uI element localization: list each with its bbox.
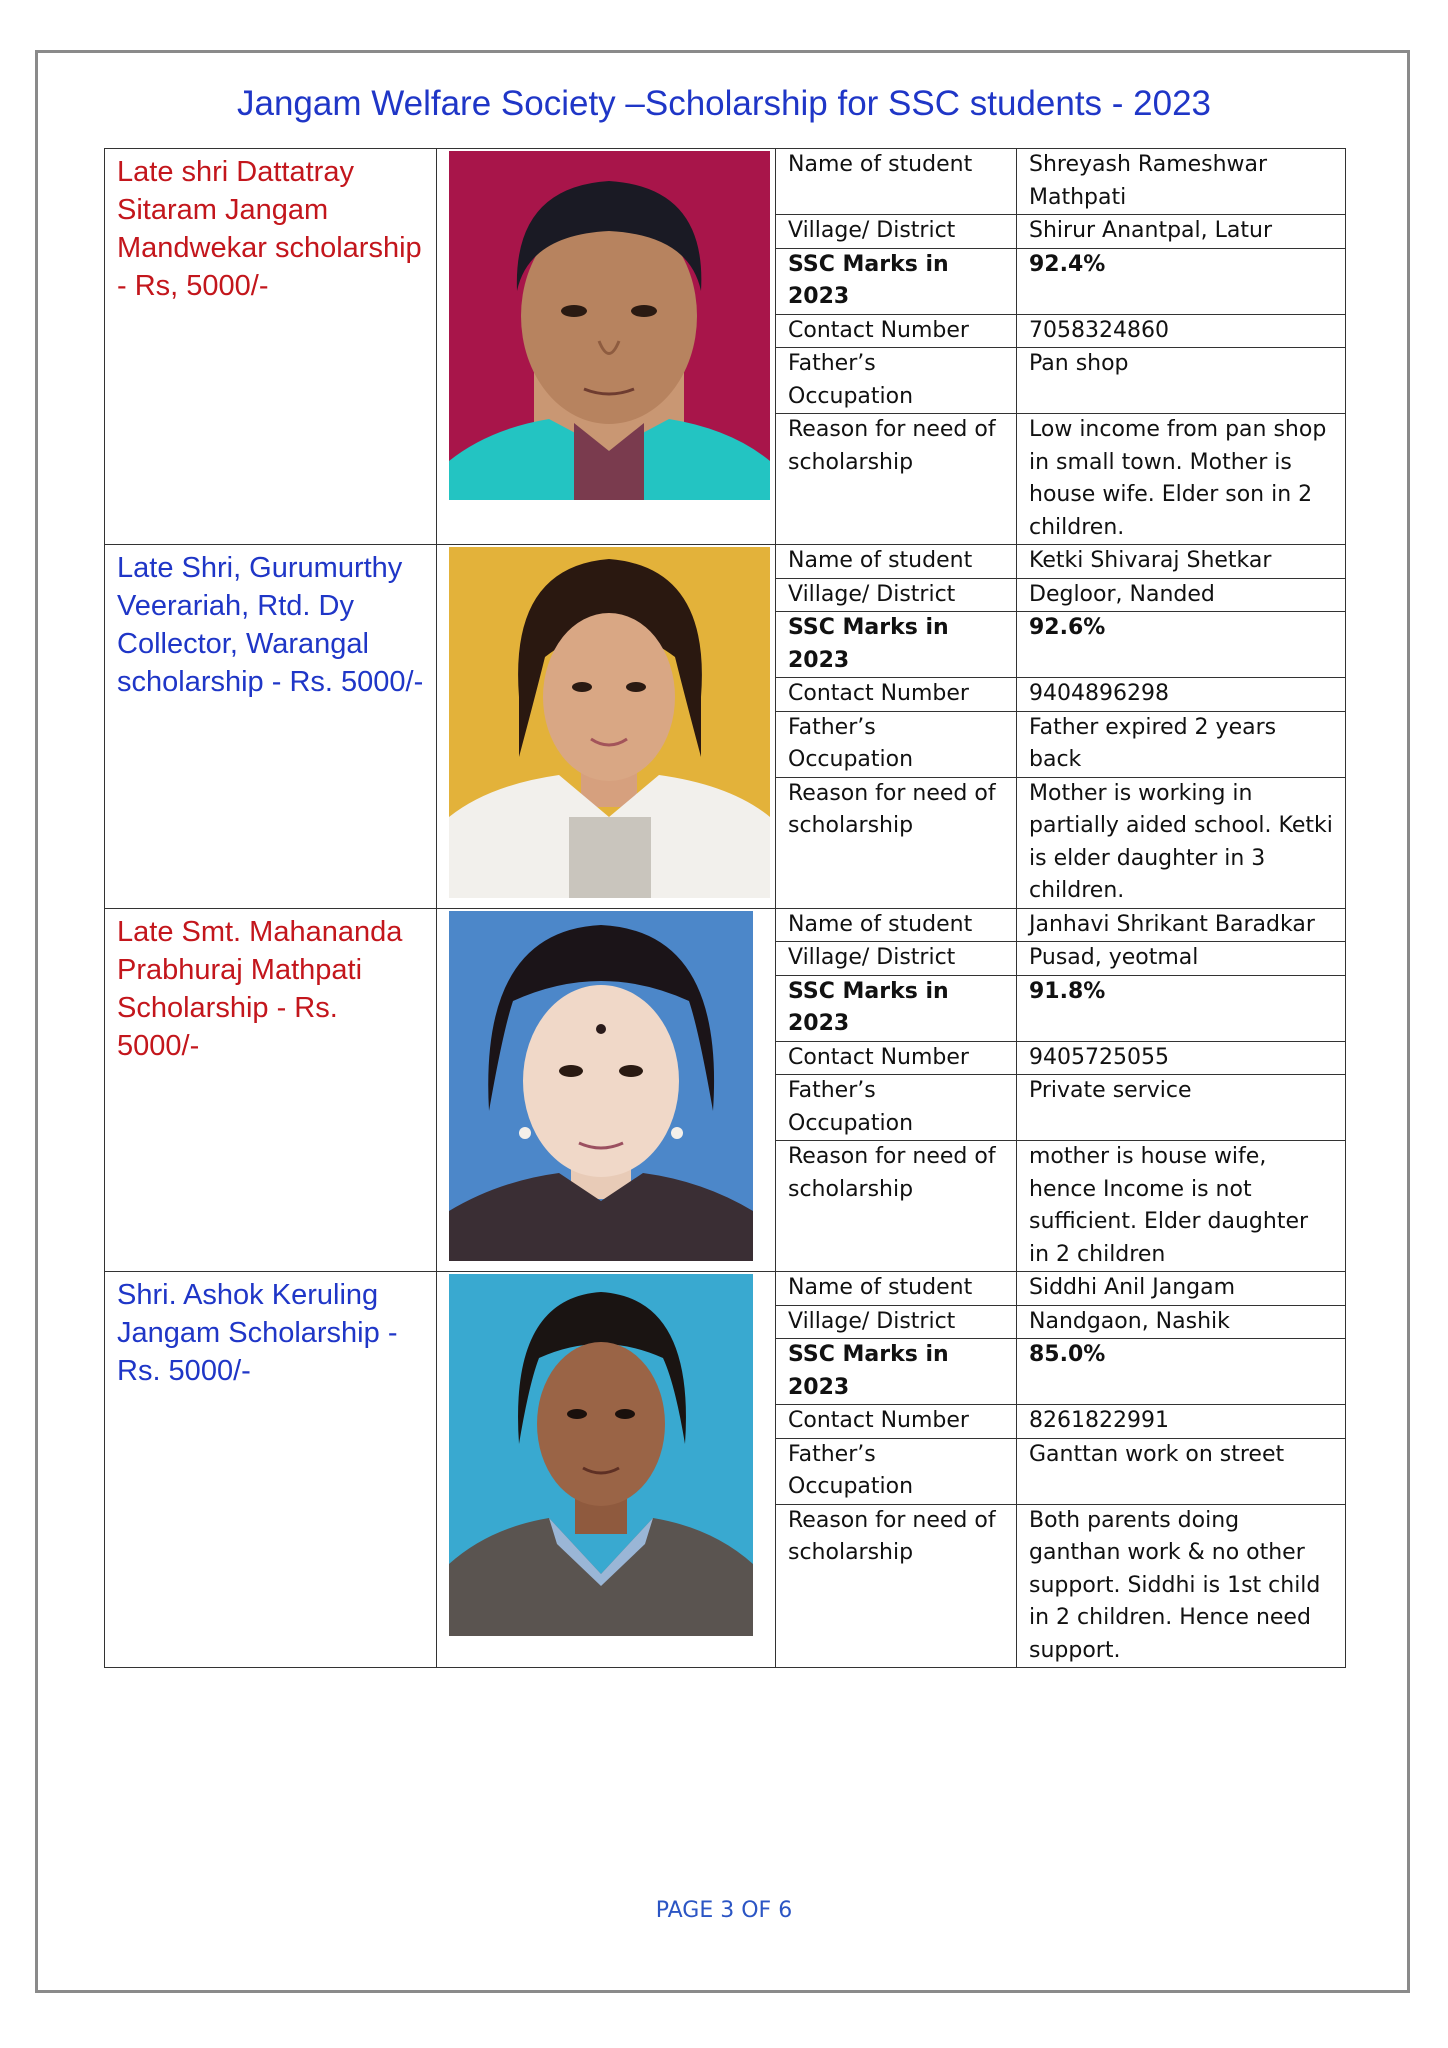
- reason: Low income from pan shop in small town. Mother is house wife. Elder son in 2 children.: [1029, 417, 1327, 540]
- label-name: Name of student: [776, 909, 1017, 942]
- page-number: PAGE 3 OF 6: [655, 1898, 793, 1923]
- village-district: Degloor, Nanded: [1017, 578, 1346, 612]
- info-cell: [776, 149, 1346, 545]
- label-name: Name of student: [776, 1272, 1017, 1305]
- label-name: Name of student: [776, 149, 1017, 215]
- scholarship-cell: [105, 545, 437, 909]
- label-marks: SSC Marks in 2023: [776, 975, 1017, 1041]
- ssc-marks: 91.8%: [1017, 975, 1346, 1041]
- contact-number: 9404896298: [1017, 678, 1346, 712]
- label-contact: Contact Number: [776, 1405, 1017, 1439]
- document-title: Jangam Welfare Society –Scholarship for SSC students - 2023: [236, 84, 1212, 123]
- student-info: [776, 545, 1345, 908]
- student-info: [776, 1272, 1345, 1667]
- student-name: Siddhi Anil Jangam: [1017, 1272, 1346, 1305]
- student-name: Shreyash Rameshwar Mathpati: [1017, 149, 1346, 215]
- label-contact: Contact Number: [776, 678, 1017, 712]
- scholarship-row: [105, 1272, 1346, 1668]
- photo-cell: [437, 149, 776, 545]
- label-reason: Reason for need of scholarship: [776, 1504, 1017, 1667]
- reason: mother is house wife, hence Income is not sufficient. Elder daughter in 2 children: [1029, 1144, 1309, 1267]
- label-reason: Reason for need of scholarship: [776, 414, 1017, 545]
- label-village: Village/ District: [776, 1305, 1017, 1339]
- scholarship-name: Late Smt. Mahananda Prabhuraj Mathpati Scholarship - Rs. 5000/-: [117, 915, 403, 1062]
- scholarship-cell: [105, 908, 437, 1272]
- father-occupation: Father expired 2 years back: [1017, 711, 1346, 777]
- label-father: Father’s Occupation: [776, 1438, 1017, 1504]
- label-village: Village/ District: [776, 215, 1017, 249]
- label-name: Name of student: [776, 545, 1017, 578]
- student-photo: [449, 547, 775, 898]
- label-contact: Contact Number: [776, 1041, 1017, 1075]
- student-info: [776, 909, 1345, 1272]
- scholarship-name: Late Shri, Gurumurthy Veerariah, Rtd. Dy Collector, Warangal scholarship - Rs. 5000/-: [117, 552, 424, 698]
- village-district: Shirur Anantpal, Latur: [1017, 215, 1346, 249]
- student-name: Janhavi Shrikant Baradkar: [1017, 909, 1346, 942]
- photo-cell: [437, 908, 776, 1272]
- contact-number: 9405725055: [1017, 1041, 1346, 1075]
- student-photo: [449, 151, 775, 500]
- student-photo: [449, 1274, 775, 1636]
- ssc-marks: 85.0%: [1017, 1339, 1346, 1405]
- scholarship-row: [105, 908, 1346, 1272]
- village-district: Nandgaon, Nashik: [1017, 1305, 1346, 1339]
- label-father: Father’s Occupation: [776, 1075, 1017, 1141]
- photo-cell: [437, 545, 776, 909]
- reason: Mother is working in partially aided school. Ketki is elder daughter in 3 children.: [1029, 780, 1333, 903]
- father-occupation: Pan shop: [1017, 348, 1346, 414]
- scholarship-cell: [105, 149, 437, 545]
- scholarship-row: [105, 149, 1346, 545]
- label-marks: SSC Marks in 2023: [776, 248, 1017, 314]
- contact-number: 7058324860: [1017, 314, 1346, 348]
- father-occupation: Private service: [1017, 1075, 1346, 1141]
- scholarship-name: Shri. Ashok Keruling Jangam Scholarship - Rs. 5000/-: [117, 1279, 398, 1387]
- label-village: Village/ District: [776, 578, 1017, 612]
- label-reason: Reason for need of scholarship: [776, 777, 1017, 908]
- info-cell: [776, 545, 1346, 909]
- scholarship-table: [104, 148, 1346, 1668]
- scholarship-cell: [105, 1272, 437, 1668]
- ssc-marks: 92.4%: [1017, 248, 1346, 314]
- label-father: Father’s Occupation: [776, 711, 1017, 777]
- village-district: Pusad, yeotmal: [1017, 942, 1346, 976]
- info-cell: [776, 908, 1346, 1272]
- student-info: [776, 149, 1345, 544]
- reason: Both parents doing ganthan work & no other support. Siddhi is 1st child in 2 children. Hence need support.: [1029, 1507, 1321, 1663]
- label-father: Father’s Occupation: [776, 348, 1017, 414]
- photo-cell: [437, 1272, 776, 1668]
- student-photo: [449, 911, 775, 1261]
- label-village: Village/ District: [776, 942, 1017, 976]
- contact-number: 8261822991: [1017, 1405, 1346, 1439]
- label-marks: SSC Marks in 2023: [776, 1339, 1017, 1405]
- label-marks: SSC Marks in 2023: [776, 612, 1017, 678]
- label-contact: Contact Number: [776, 314, 1017, 348]
- father-occupation: Ganttan work on street: [1017, 1438, 1346, 1504]
- label-reason: Reason for need of scholarship: [776, 1141, 1017, 1272]
- ssc-marks: 92.6%: [1017, 612, 1346, 678]
- student-name: Ketki Shivaraj Shetkar: [1017, 545, 1346, 578]
- scholarship-name: Late shri Dattatray Sitaram Jangam Mandwekar scholarship - Rs, 5000/-: [117, 156, 422, 302]
- scholarship-row: [105, 545, 1346, 909]
- info-cell: [776, 1272, 1346, 1668]
